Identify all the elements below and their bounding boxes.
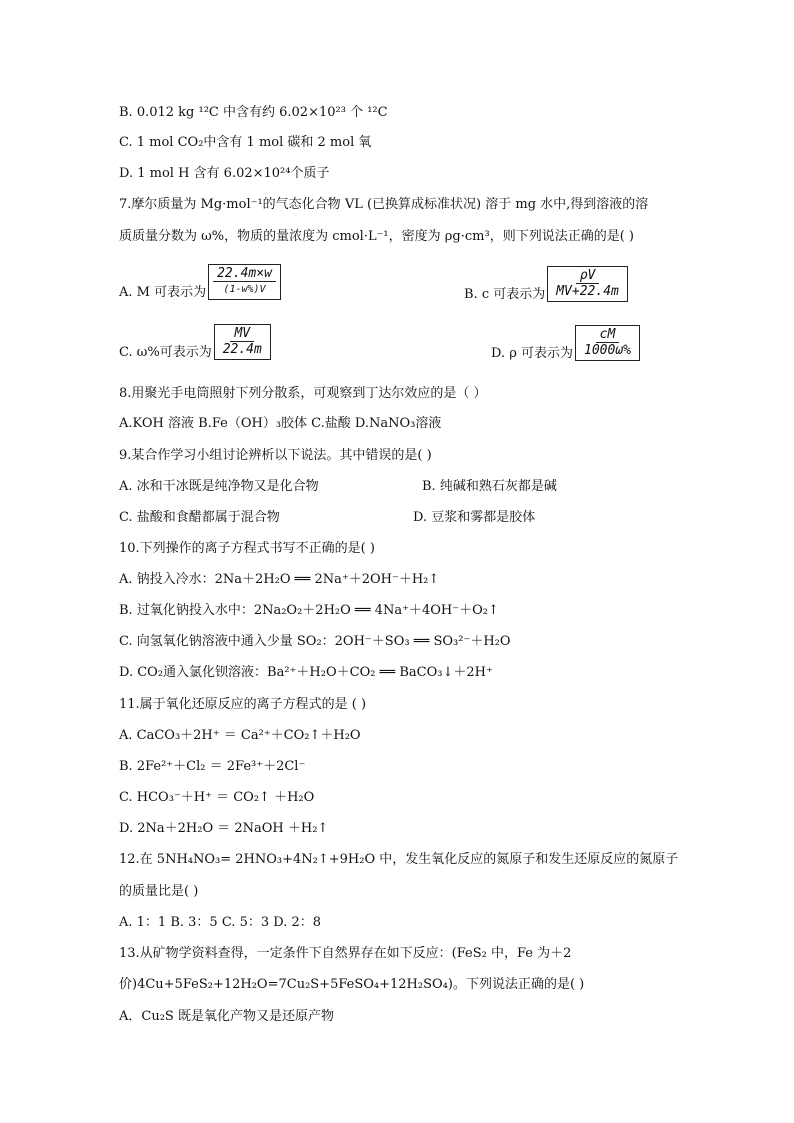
q11-option-c: C. HCO₃⁻＋H⁺ ＝ CO₂↑ ＋H₂O (119, 790, 315, 805)
q7-option-d-denominator: 1000ω% (584, 343, 631, 358)
q10-option-d: D. CO₂通入氯化钡溶液：Ba²⁺＋H₂O＋CO₂ ══ BaCO₃↓＋2H⁺ (119, 665, 493, 680)
q9-option-b: B. 纯碱和熟石灰都是碱 (422, 479, 557, 494)
q7-option-d-formula (575, 325, 640, 361)
q13-stem-line2: 价)4Cu+5FeS₂+12H₂O=7Cu₂S+5FeSO₄+12H₂SO₄)。下列说法正确的是( ) (119, 977, 585, 992)
q7-option-a-denominator: (1-w%)V (223, 284, 266, 295)
q10-option-c: C. 向氢氧化钠溶液中通入少量 SO₂：2OH⁻＋SO₃ ══ SO₃²⁻＋H₂O (119, 634, 511, 649)
q7-option-a-formula (208, 264, 281, 300)
q7-option-d-numerator: cM (596, 327, 620, 343)
q7-option-b (464, 266, 628, 302)
q7-option-d-label: D. ρ 可表示为 (491, 346, 573, 361)
q7-option-b-formula (547, 266, 628, 302)
q7-option-c-numerator: MV (230, 326, 254, 342)
q7-option-b-numerator: ρV (576, 268, 600, 284)
q7-option-b-label: B. c 可表示为 (464, 287, 546, 302)
q7-option-d (491, 325, 640, 361)
q12-stem-line2: 的质量比是( ) (119, 884, 199, 899)
q6-option-d: D. 1 mol H 含有 6.02×10²⁴个质子 (119, 166, 330, 181)
q12-stem-line1: 12.在 5NH₄NO₃= 2HNO₃+4N₂↑+9H₂O 中，发生氧化反应的氮原子和发生还原反应的氮原子 (119, 852, 679, 867)
q10-option-b: B. 过氧化钠投入水中：2Na₂O₂＋2H₂O ══ 4Na⁺＋4OH⁻＋O₂↑ (119, 603, 499, 618)
q7-option-a-label: A. M 可表示为 (119, 285, 207, 300)
q9-option-d: D. 豆浆和雾都是胶体 (413, 510, 536, 525)
q13-stem-line1: 13.从矿物学资料查得，一定条件下自然界存在如下反应：(FeS₂ 中，Fe 为＋2 (119, 946, 572, 961)
q11-stem: 11.属于氧化还原反应的离子方程式的是 ( ) (119, 697, 367, 712)
q7-stem-line2: 质质量分数为 ω%，物质的量浓度为 cmol·L⁻¹，密度为 ρg·cm³，则下列说法正确的是( ) (119, 229, 634, 244)
q7-option-c-denominator: 22.4m (222, 342, 262, 357)
q6-option-b: B. 0.012 kg ¹²C 中含有约 6.02×10²³ 个 ¹²C (119, 105, 388, 120)
q7-option-c-label: C. ω%可表示为 (119, 345, 212, 360)
q8-options: A.KOH 溶液 B.Fe（OH）₃胶体 C.盐酸 D.NaNO₃溶液 (119, 416, 442, 431)
q13-option-a: A．Cu₂S 既是氧化产物又是还原产物 (119, 1009, 334, 1024)
q6-option-c: C. 1 mol CO₂中含有 1 mol 碳和 2 mol 氧 (119, 135, 372, 150)
q9-option-c: C. 盐酸和食醋都属于混合物 (119, 510, 280, 525)
q9-option-a: A. 冰和干冰既是纯净物又是化合物 (119, 479, 319, 494)
q7-option-a (119, 264, 281, 300)
q12-options: A. 1：1 B. 3：5 C. 5：3 D. 2：8 (119, 915, 322, 930)
q7-option-c (119, 324, 271, 360)
q10-stem: 10.下列操作的离子方程式书写不正确的是( ) (119, 541, 375, 556)
q9-stem: 9.某合作学习小组讨论辨析以下说法。其中错误的是( ) (119, 448, 432, 463)
q11-option-a: A. CaCO₃＋2H⁺ ＝ Ca²⁺＋CO₂↑＋H₂O (119, 728, 361, 743)
q11-option-b: B. 2Fe²⁺＋Cl₂ ＝ 2Fe³⁺＋2Cl⁻ (119, 759, 306, 774)
q7-option-a-numerator: 22.4m×w (213, 266, 276, 282)
q8-stem: 8.用聚光手电筒照射下列分散系，可观察到丁达尔效应的是（ ） (119, 386, 487, 401)
q7-option-b-denominator: MV+22.4m (556, 284, 619, 299)
q11-option-d: D. 2Na＋2H₂O ＝ 2NaOH ＋H₂↑ (119, 821, 329, 836)
q7-stem-line1: 7.摩尔质量为 Mg·mol⁻¹的气态化合物 VL (已换算成标准状况) 溶于 mg 水中,得到溶液的溶 (119, 197, 649, 212)
q7-option-c-formula (214, 324, 271, 360)
q10-option-a: A. 钠投入冷水：2Na＋2H₂O ══ 2Na⁺＋2OH⁻＋H₂↑ (119, 572, 440, 587)
